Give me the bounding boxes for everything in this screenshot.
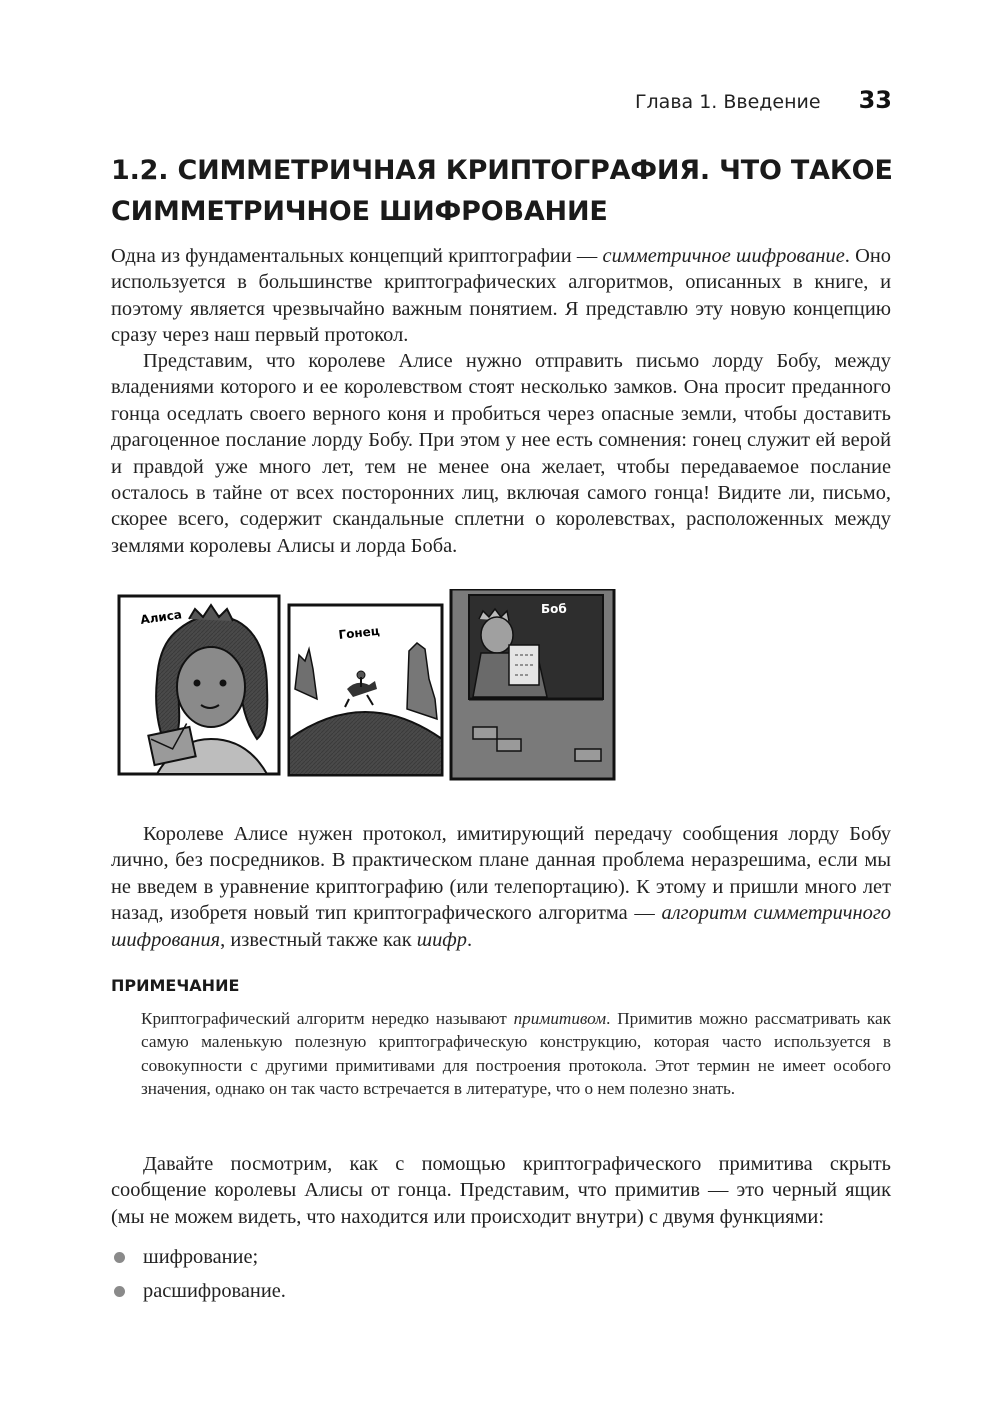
comic-illustration xyxy=(117,589,616,785)
comic-label-bob: Боб xyxy=(541,602,567,616)
paragraph-primitive: Давайте посмотрим, как с помощью криптографического примитива скрыть сообщение королевы Алисы от гонца. Представим, что примитив — это черный ящик (мы не можем видеть, что находится или происходит внутри) с двумя функциями: xyxy=(111,1153,891,1228)
paragraph-text: , известный также как xyxy=(220,928,417,951)
paragraph-text: . xyxy=(466,928,473,951)
paragraph-protocol xyxy=(111,821,891,953)
paragraph-text: . Оно используется в большинстве криптографических алгоритмов, описанных в книге, и поэтому является чрезвычайно важным понятием. Я представлю эту новую концепцию сразу через наш первый протокол. xyxy=(111,245,891,347)
paragraph-text: Одна из фундаментальных концепций криптографии — xyxy=(111,245,603,267)
comic-panel-messenger xyxy=(289,605,442,775)
list-item-text: расшифрование. xyxy=(143,1279,286,1302)
paragraph-intro xyxy=(111,243,891,349)
list-item-text: шифрование; xyxy=(143,1245,259,1268)
emphasis-term: примитивом xyxy=(513,1009,607,1028)
paragraph-story: Представим, что королеве Алисе нужно отправить письмо лорду Бобу, между владениями которого и ее королевством стоят несколько замков. Она просит преданного гонца оседлать своего верного коня и пробиться через опасные земли, чтобы доставить драгоценное послание лорду Бобу. При этом у нее есть сомнения: гонец служит ей верой и правдой уже много лет, тем не менее она желает, чтобы передаваемое послание осталось в тайне от всех посторонних лиц, включая самого гонца! Видите ли, письмо, скорее всего, содержит скандальные сплетни о королевствах, расположенных между землями королевы Алисы и лорда Боба. xyxy=(111,350,891,557)
list-item xyxy=(111,1240,286,1274)
page-number: 33 xyxy=(858,86,892,114)
comic-panel-bob xyxy=(451,589,614,779)
comic-panel-alice xyxy=(119,596,279,774)
note-text-part: . Примитив можно рассматривать как самую маленькую полезную криптографическую конструкцию, которая часто используется в совокупности с другими примитивами для построения протокола. Этот термин не имеет особого значения, однако он так часто встречается в литературе, что о нем полезно знать. xyxy=(141,1009,891,1098)
bullet-icon xyxy=(114,1286,125,1297)
bullet-list xyxy=(111,1240,286,1308)
running-head xyxy=(635,86,892,114)
bullet-icon xyxy=(114,1252,125,1263)
note-text xyxy=(141,1007,891,1100)
emphasis-term: симметричное шифрование xyxy=(602,245,845,267)
note-text-part: Криптографический алгоритм нередко называют xyxy=(141,1009,514,1028)
emphasis-term: алгоритм симметричного шифрования xyxy=(111,902,891,951)
emphasis-term: шифр xyxy=(416,928,467,951)
comic-label-alice: Алиса xyxy=(139,607,183,627)
section-title: 1.2. СИММЕТРИЧНАЯ КРИПТОГРАФИЯ. ЧТО ТАКОЕ СИММЕТРИЧНОЕ ШИФРОВАНИЕ xyxy=(111,155,893,227)
paragraph-text: Королеве Алисе нужен протокол, имитирующий передачу сообщения лорду Бобу лично, без посредников. В практическом плане данная проблема неразрешима, если мы не введем в уравнение криптографию (или телепортацию). К этому и пришли много лет назад, изобретя новый тип криптографического алгоритма — xyxy=(111,823,891,925)
chapter-title: Глава 1. Введение xyxy=(634,91,821,113)
list-item xyxy=(111,1274,286,1308)
note-title: ПРИМЕЧАНИЕ xyxy=(111,976,240,995)
comic-label-messenger: Гонец xyxy=(337,623,381,642)
